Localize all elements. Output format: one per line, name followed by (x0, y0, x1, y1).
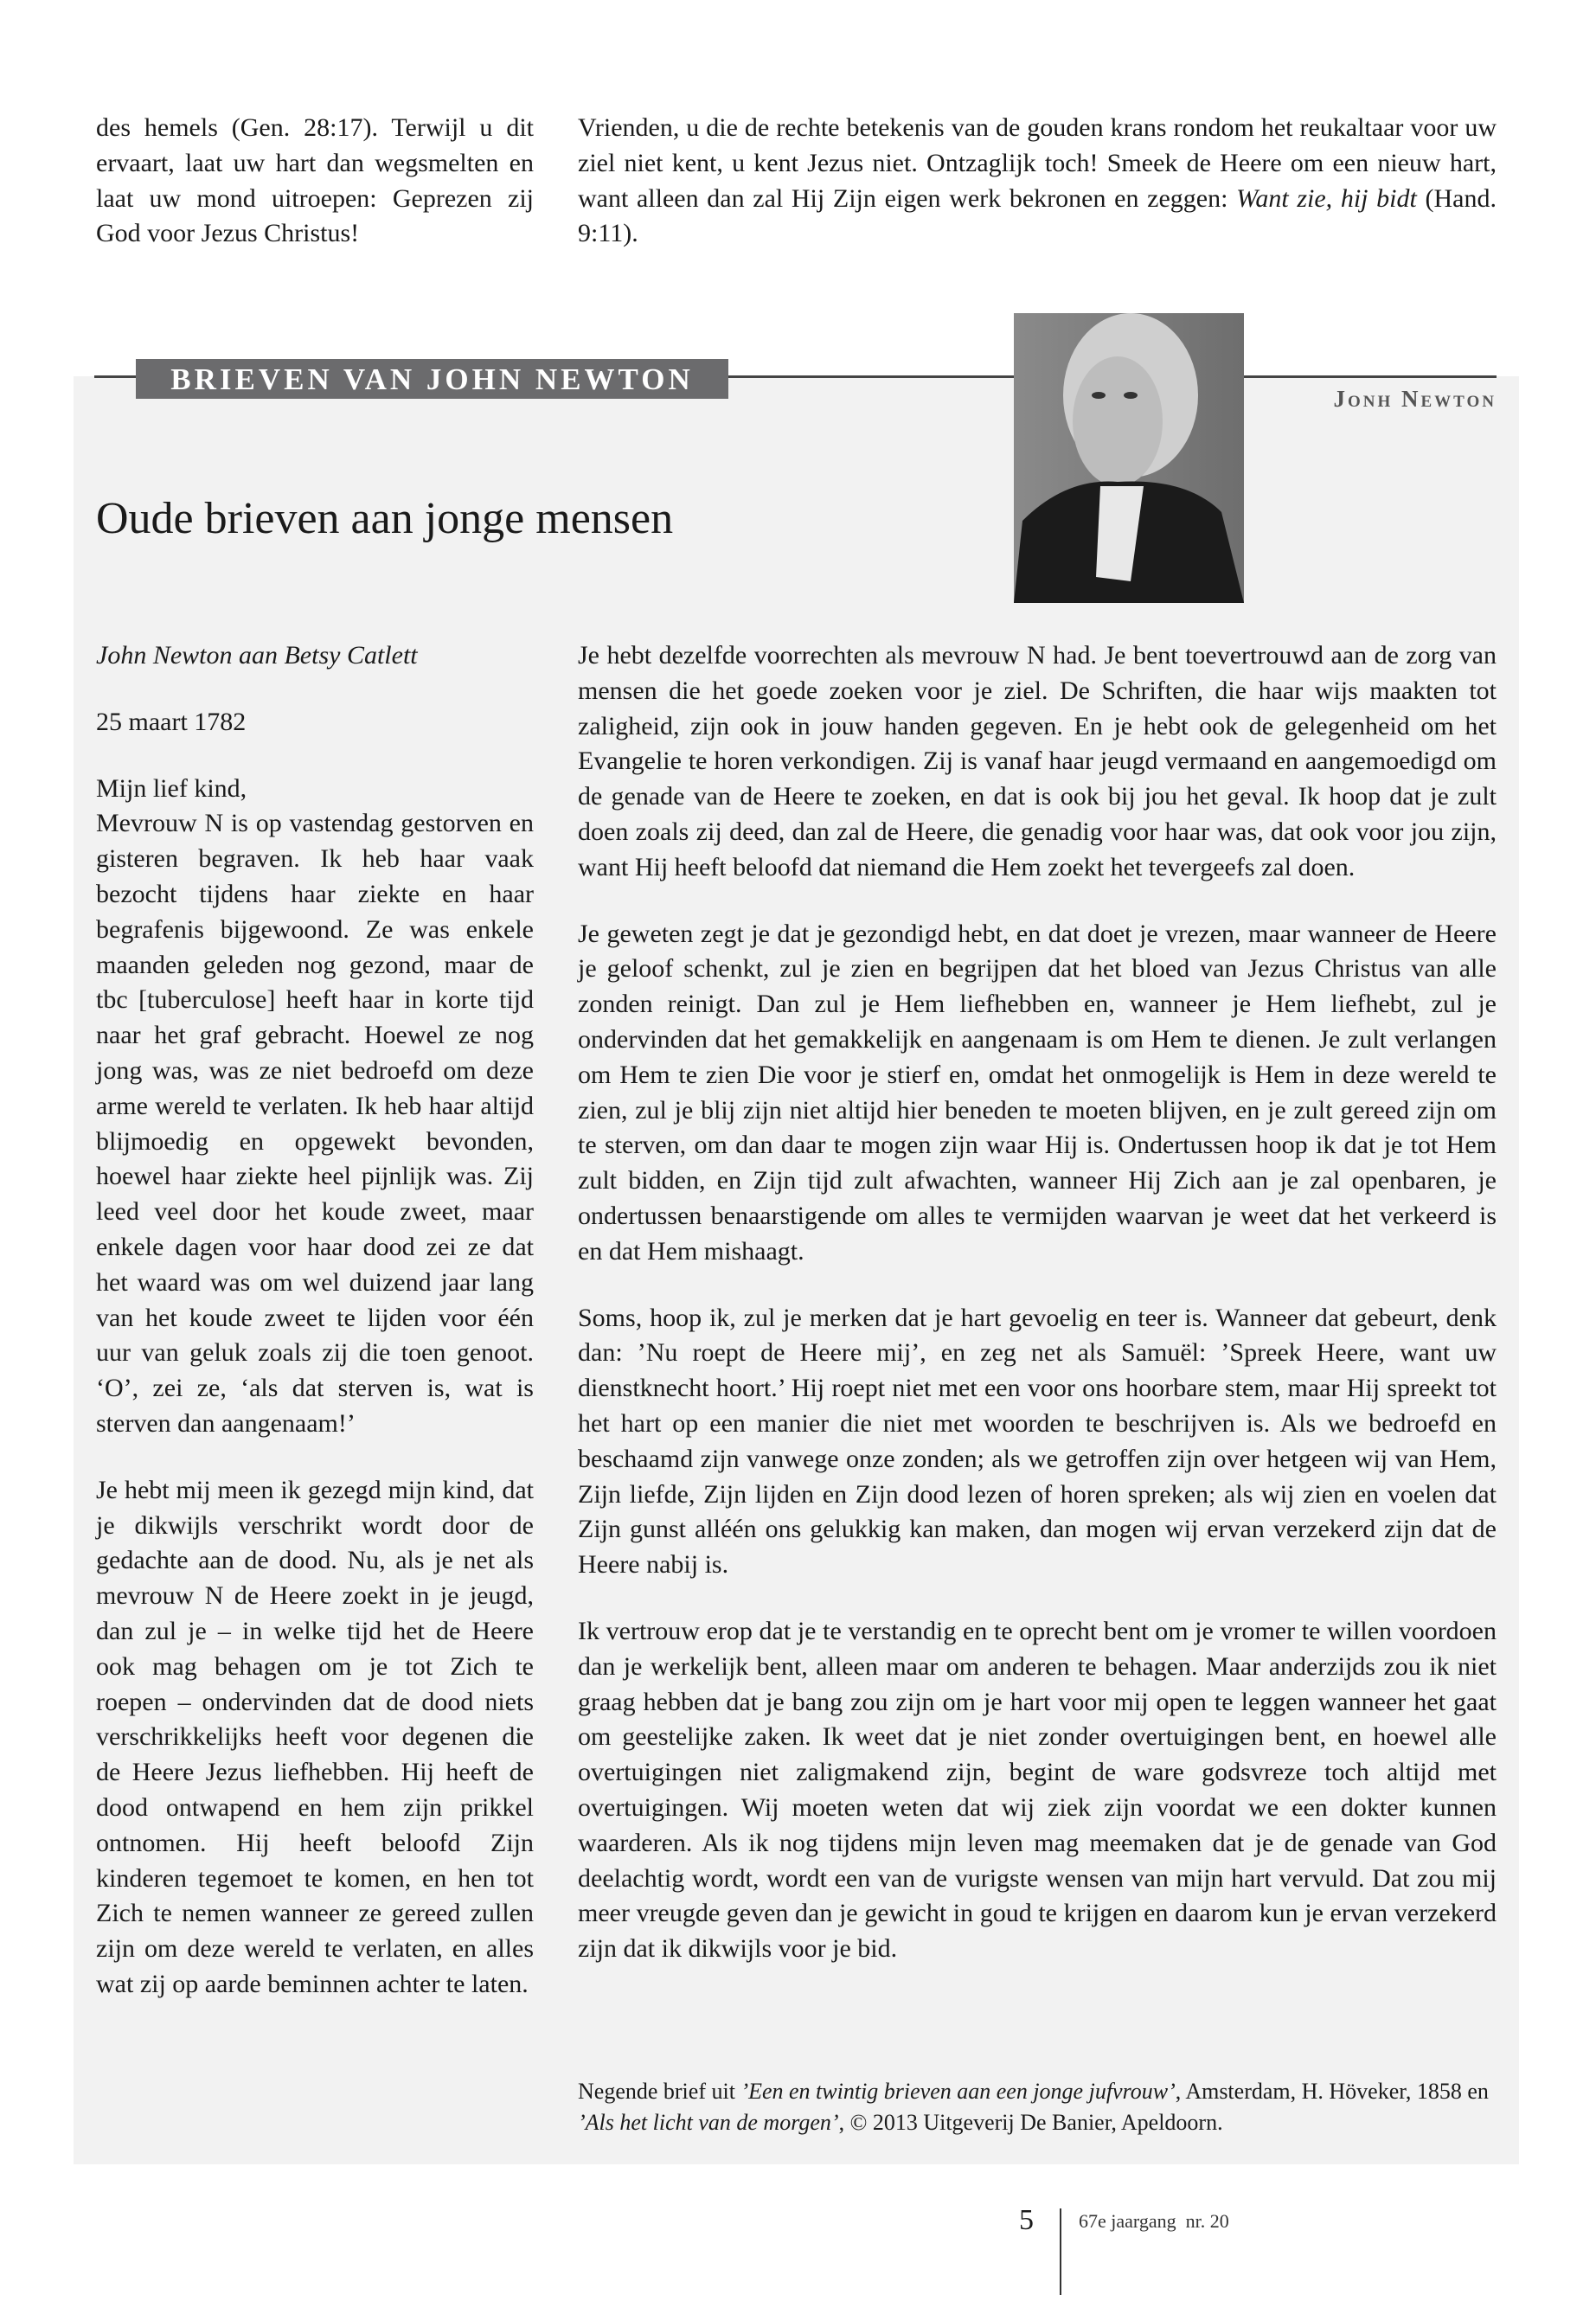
footer-divider (1060, 2208, 1061, 2295)
text: Vrienden, u die de rechte betekenis van de gouden krans rondom het reukaltaar voor uw ziel niet kent, u kent Jezus niet. Ontzaglijk toch! Smeek de Heere om een nieuw hart, want alleen dan zal Hij Zijn eigen werk bekronen en zeggen: (578, 113, 1497, 213)
left-column (96, 638, 534, 2034)
top-right-text (578, 111, 1497, 283)
paragraph: Mevrouw N is op vastendag gestorven en gisteren begraven. Ik heb haar vaak bezocht tijdens haar ziekte en haar begrafenis bijgewoond. Ze was enkele maanden geleden nog gezond, maar de tbc [tuberculose] heeft haar in korte tijd naar het graf gebracht. Hoewel ze nog jong was, was ze niet bedroefd om deze arme wereld te verlaten. Ik heb haar altijd blijmoedig en opgewekt bevonden, hoewel haar ziekte heel pijnlijk was. Zij leed veel door het koude zweet, maar enkele dagen voor haar dood zei ze dat het waard was om wel duizend jaar lang van het koude zweet te lijden voor één uur van geluk zoals zij die toen genoot. ‘O’, zei ze, ‘als dat sterven is, wat is sterven dan aangenaam!’ (96, 809, 534, 1438)
text: , © 2013 Uitgeverij De Banier, Apeldoorn. (838, 2110, 1223, 2135)
salutation: Mijn lief kind, (96, 773, 247, 803)
paragraph: des hemels (Gen. 28:17). Terwijl u dit ervaart, laat uw hart dan wegsmelten en laat uw mond uitroepen: Geprezen zij God voor Jezus Christus! (96, 113, 534, 248)
byline-text: John Newton aan Betsy Catlett (96, 641, 418, 670)
paragraph: Je hebt mij meen ik gezegd mijn kind, dat je dikwijls verschrikt wordt door de gedachte aan de dood. Nu, als je net als mevrouw N de Heere zoekt in je jeugd, dan zul je – in welke tijd het de Heere ook mag behagen om je tot Zich te roepen – ondervinden dat de dood niets verschrikkelijks heeft voor degenen die de Heere Jezus liefhebben. Hij heeft de dood ontwapend en hem zijn prikkel ontnomen. Hij heeft beloofd Zijn kinderen tegemoet te komen, en hen tot Zich te nemen wanneer ze gereed zullen zijn om deze wereld te verlaten, en alles wat zij op aarde beminnen achter te laten. (96, 1475, 534, 1998)
book-title: ’Als het licht van de morgen’ (578, 2110, 839, 2135)
issue-label: 67e jaargang nr. 20 (1079, 2210, 1229, 2232)
top-left-text (96, 111, 534, 283)
italic-text: Want zie, hij bidt (1236, 183, 1417, 213)
paragraph: Soms, hoop ik, zul je merken dat je hart gevoelig en teer is. Wanneer dat gebeurt, denk dan: ’Nu roept de Heere mij’, en zeg net als Samuël: ’Spreek Heere, want uw dienstknecht hoort.’ Hij roept niet met een voor ons hoorbare stem, maar Hij spreekt tot het hart op een manier die niet met woorden te beschrijven is. Als we bedroefd en beschaamd zijn vanwege onze zonden; als we getroffen zijn over hetgeen wij van Hem, Zijn liefde, Zijn lijden en Zijn dood lezen of horen spreken; als wij zien en voelen dat Zijn gunst alléén ons gelukkig kan maken, dan mogen wij ervan verzekerd zijn dat de Heere nabij is. (578, 1303, 1497, 1580)
page-number: 5 (1019, 2204, 1034, 2236)
paragraph: Je hebt dezelfde voorrechten als mevrouw N had. Je bent toevertrouwd aan de zorg van mensen die het goede zoeken voor je ziel. De Schriften, die haar wijs maakten tot zaligheid, zijn ook in jouw handen gegeven. En je hebt ook de gelegenheid om het Evangelie te horen verkondigen. Zij is vanaf haar jeugd vermaand en aangemoedigd om de genade van de Heere te zoeken, en dat is ook bij jou het geval. Ik hoop dat je zult doen zoals zij deed, dan zal de Heere, die genadig voor haar was, dat ook voor jou zijn, want Hij heeft beloofd dat niemand die Hem zoekt het tevergeefs zal doen. (578, 641, 1497, 881)
text: (Hand. 9:11). (578, 183, 1497, 248)
author-name: Jonh Newton (1333, 386, 1497, 412)
letter-date: 25 maart 1782 (96, 707, 247, 736)
portrait-image (1014, 313, 1244, 603)
right-column (578, 638, 1497, 1998)
text: Negende brief uit (578, 2079, 741, 2104)
source-note (578, 2076, 1497, 2138)
article-title: Oude brieven aan jonge mensen (96, 494, 674, 543)
paragraph: Ik vertrouw erop dat je te verstandig en te oprecht bent om je vromer te willen voordoen dan je werkelijk bent, alleen maar om anderen te behagen. Maar anderzijds zou ik niet graag hebben dat je bang zou zijn om je hart voor mij open te leggen wanneer het gaat om geestelijke zaken. Ik weet dat je niet zonder overtuigingen bent, en hoewel alle overtuigingen niet zaligmakend zijn, begint de ware godsvreze toch altijd met overtuigingen. Wij moeten weten dat wij ziek zijn voordat we een dokter kunnen waarderen. Als ik nog tijdens mijn leven mag meemaken dat je de genade van God deelachtig wordt, wordt een van de vurigste wensen van mijn hart vervuld. Dat zou mij meer vreugde geven dan je gewicht in goud te krijgen en daarom kun je ervan verzekerd zijn dat ik dikwijls voor je bid. (578, 1616, 1497, 1964)
paragraph: Je geweten zegt je dat je gezondigd hebt, en dat doet je vrezen, maar wanneer de Heere je geloof schenkt, zul je zien en begrijpen dat het bloed van Jezus Christus van alle zonden reinigt. Dan zul je Hem liefhebben en, wanneer je Hem liefhebt, zul je ondervinden dat het gemakkelijk en aangenaam is om Hem te dienen. Je zult verlangen om Hem te zien Die voor je stierf en, omdat het onmogelijk is Hem in deze wereld te zien, zul je blij zijn niet altijd hier beneden te moeten blijven, en je zult gereed zijn om te sterven, om dan daar te mogen zijn waar Hij is. Ondertussen hoop ik dat je tot Hem zult bidden, en Zijn tijd zult afwachten, wanneer Hij Zich aan je zal openbaren, je ondertussen benaarstigende om alles te vermijden waarvan je weet dat het verkeerd is en dat Hem mishaagt. (578, 919, 1497, 1266)
book-title: ’Een en twintig brieven aan een jonge jufvrouw’ (740, 2079, 1176, 2104)
byline (96, 638, 534, 674)
paragraph (578, 111, 1497, 252)
text: , Amsterdam, H. Höveker, 1858 en (1175, 2079, 1489, 2104)
series-label: BRIEVEN VAN JOHN NEWTON (136, 359, 728, 399)
